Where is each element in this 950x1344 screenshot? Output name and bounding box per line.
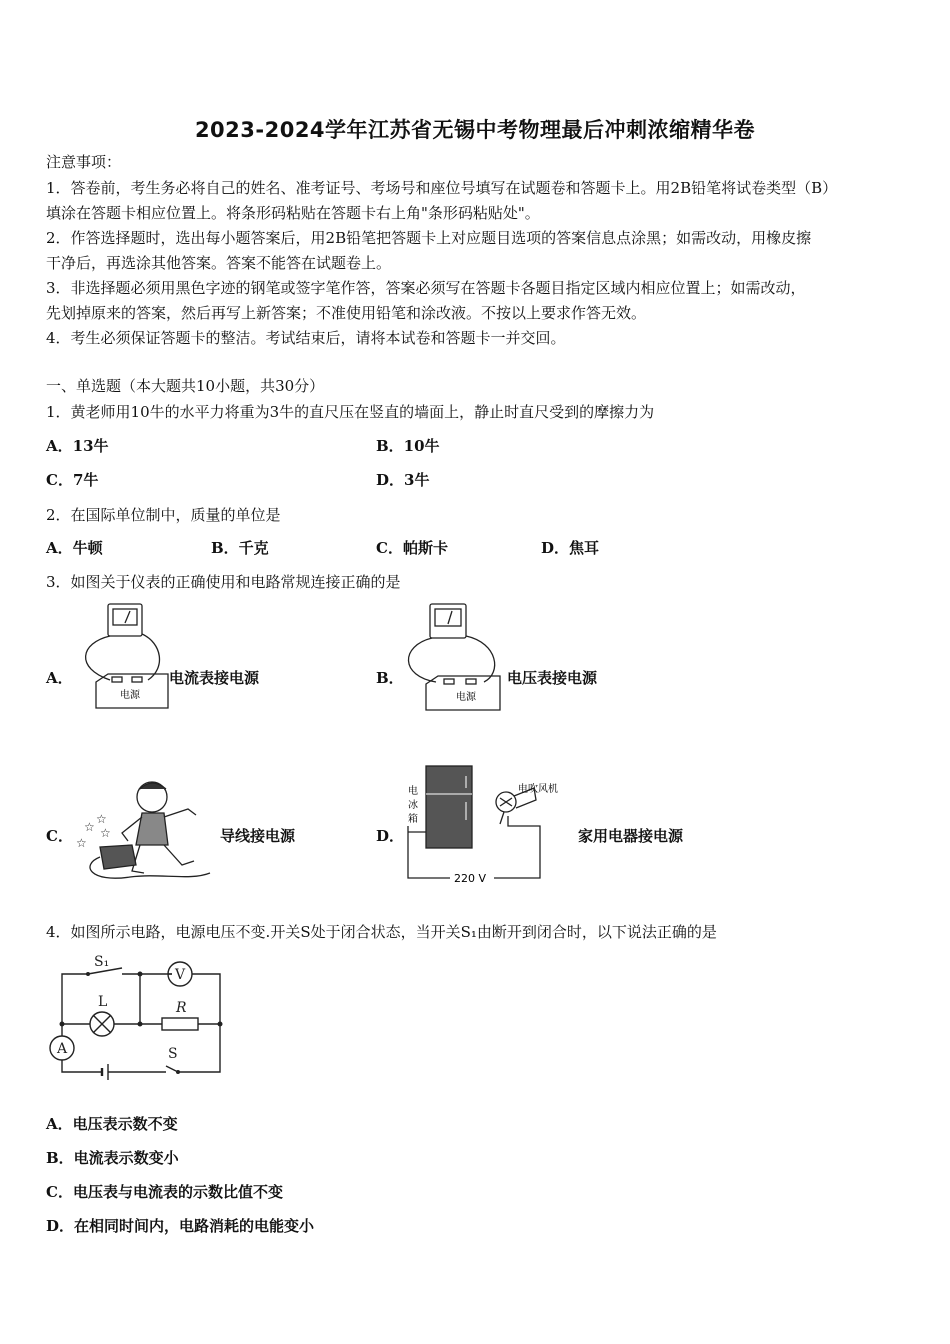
q2-option-d: D．焦耳 <box>541 539 600 557</box>
hairdryer-label: 电吹风机 <box>518 784 558 795</box>
notice-line: 填涂在答题卡相应位置上。将条形码粘贴在答题卡右上角"条形码粘贴处"。 <box>46 204 540 222</box>
q4-option-a: A．电压表示数不变 <box>46 1115 178 1133</box>
resistor-symbol <box>162 1018 198 1030</box>
q1-stem: 1．黄老师用10牛的水平力将重为3牛的直尺压在竖直的墙面上，静止时直尺受到的摩擦力为 <box>46 403 655 421</box>
switch-s <box>166 1066 178 1072</box>
q1-option-b: B．10牛 <box>376 437 440 455</box>
q2-option-c: C．帕斯卡 <box>376 539 448 557</box>
label-s1: S₁ <box>94 954 110 970</box>
label-s: S <box>168 1046 178 1062</box>
voltage-label: 220 V <box>454 872 487 885</box>
circuit-diagram <box>42 948 232 1086</box>
label-v: V <box>175 967 186 983</box>
battery <box>100 845 136 869</box>
section-heading: 一、单选题（本大题共10小题，共30分） <box>46 377 325 395</box>
notice-line: 干净后，再选涂其他答案。答案不能答在试题卷上。 <box>46 254 392 272</box>
q4-stem: 4．如图所示电路，电源电压不变.开关S处于闭合状态，当开关S₁由断开到闭合时，以下说法正确的是 <box>46 923 717 941</box>
q1-option-c: C．7牛 <box>46 471 99 489</box>
fridge <box>426 766 472 848</box>
q1-option-a: A．13牛 <box>46 437 109 455</box>
label-r: R <box>176 1000 187 1016</box>
notice-line: 4．考生必须保证答题卡的整洁。考试结束后，请将本试卷和答题卡一并交回。 <box>46 329 566 347</box>
label-l: L <box>98 994 108 1010</box>
notice-heading: 注意事项： <box>46 153 122 171</box>
appliances-circuit-figure <box>400 758 560 893</box>
notice-line: 2．作答选择题时，选出每小题答案后，用2B铅笔把答题卡上对应题目选项的答案信息点涂黑；如需改动，用橡皮擦 <box>46 229 812 247</box>
q3-option-a: A． <box>46 669 73 687</box>
svg-text:☆: ☆ <box>100 826 111 840</box>
q3-caption-d: 家用电器接电源 <box>578 827 684 845</box>
notice-line: 3．非选择题必须用黑色字迹的钢笔或签字笔作答，答案必须写在答题卡各题目指定区域内相应位置上；如需改动， <box>46 279 806 297</box>
q2-stem: 2．在国际单位制中，质量的单位是 <box>46 506 281 524</box>
battery-label: 电源 <box>120 690 140 701</box>
q2-option-b: B．千克 <box>211 539 269 557</box>
q3-stem: 3．如图关于仪表的正确使用和电路常规连接正确的是 <box>46 573 401 591</box>
ammeter-battery-figure <box>70 598 170 730</box>
q3-option-c: C． <box>46 827 73 845</box>
svg-text:☆: ☆ <box>84 820 95 834</box>
svg-text:☆: ☆ <box>76 836 87 850</box>
battery-label: 电源 <box>456 692 476 703</box>
page-title: 2023-2024学年江苏省无锡中考物理最后冲刺浓缩精华卷 <box>194 118 756 142</box>
q3-option-d: D． <box>376 827 405 845</box>
q1-option-d: D．3牛 <box>376 471 430 489</box>
q3-caption-a: 电流表接电源 <box>169 669 260 687</box>
q4-option-c: C．电压表与电流表的示数比值不变 <box>46 1183 283 1201</box>
label-a: A <box>57 1041 68 1057</box>
q2-option-a: A．牛顿 <box>46 539 103 557</box>
q4-option-d: D．在相同时间内，电路消耗的电能变小 <box>46 1217 315 1235</box>
q4-option-b: B．电流表示数变小 <box>46 1149 179 1167</box>
fridge-label: 电冰箱 <box>408 786 418 825</box>
voltmeter-battery-figure <box>400 598 510 730</box>
svg-text:☆: ☆ <box>96 812 107 826</box>
notice-line: 1．答卷前，考生务必将自己的姓名、准考证号、考场号和座位号填写在试题卷和答题卡上。用2B铅笔将试卷类型（B） <box>46 179 838 197</box>
notice-line: 先划掉原来的答案，然后再写上新答案；不准使用铅笔和涂改液。不按以上要求作答无效。 <box>46 304 647 322</box>
q3-caption-b: 电压表接电源 <box>507 669 598 687</box>
q3-caption-c: 导线接电源 <box>220 827 296 845</box>
q3-option-b: B． <box>376 669 404 687</box>
short-circuit-person-figure <box>70 775 215 890</box>
